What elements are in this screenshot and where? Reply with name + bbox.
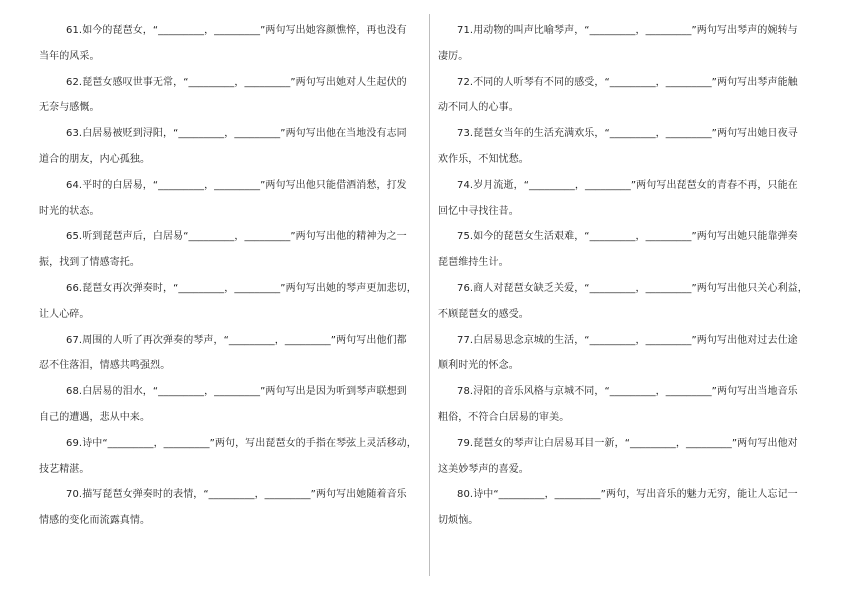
question-text-cont: 不顾琵琶女的感受。 bbox=[438, 308, 529, 320]
question-text-cont: 凄厉。 bbox=[438, 50, 469, 62]
question-text: 75.如今的琵琶女生活艰难，“_________，_________”两句写出她只能靠弹奏 bbox=[457, 231, 798, 243]
question-66 bbox=[39, 276, 424, 328]
question-text: 67.周围的人听了再次弹奏的琴声，“_________，_________”两句写出他们都 bbox=[66, 334, 407, 346]
question-text: 68.白居易的泪水，“_________，_________”两句写出是因为听到琴声联想到 bbox=[66, 386, 407, 398]
question-text-cont: 当年的风采。 bbox=[39, 50, 100, 62]
question-69 bbox=[39, 431, 424, 483]
question-text-cont: 技艺精湛。 bbox=[39, 463, 90, 475]
question-78 bbox=[438, 379, 815, 431]
question-text-cont: 粗俗，不符合白居易的审美。 bbox=[438, 411, 570, 423]
question-72 bbox=[438, 70, 815, 122]
question-text-cont: 回忆中寻找往昔。 bbox=[438, 205, 519, 217]
question-text-cont: 这美妙琴声的喜爱。 bbox=[438, 463, 529, 475]
question-text-cont: 自己的遭遇，悲从中来。 bbox=[39, 411, 151, 423]
question-67 bbox=[39, 328, 424, 380]
question-70 bbox=[39, 482, 424, 534]
question-text-cont: 时光的状态。 bbox=[39, 205, 100, 217]
question-text: 74.岁月流逝，“_________，_________”两句写出琵琶女的青春不再，只能在 bbox=[457, 179, 798, 191]
question-74 bbox=[438, 173, 815, 225]
question-text: 69.诗中“_________，_________”两句，写出琵琶女的手指在琴弦上灵活移动， bbox=[66, 437, 417, 449]
question-62 bbox=[39, 70, 424, 122]
question-text-cont: 琵琶维持生计。 bbox=[438, 257, 509, 269]
question-77 bbox=[438, 328, 815, 380]
left-column bbox=[39, 18, 424, 534]
question-text: 64.平时的白居易，“_________，_________”两句写出他只能借酒消愁，打发 bbox=[66, 179, 407, 191]
question-73 bbox=[438, 121, 815, 173]
question-text-cont: 让人心碎。 bbox=[39, 308, 90, 320]
question-text-cont: 切烦恼。 bbox=[438, 515, 479, 527]
question-text: 76.商人对琵琶女缺乏关爱，“_________，_________”两句写出他只关心利益， bbox=[457, 282, 808, 294]
question-text-cont: 无奈与感慨。 bbox=[39, 102, 100, 114]
question-text: 61.如今的琵琶女，“_________，_________”两句写出她容颜憔悴，再也没有 bbox=[66, 25, 407, 36]
question-64 bbox=[39, 173, 424, 225]
question-79 bbox=[438, 431, 815, 483]
column-divider bbox=[429, 14, 430, 576]
question-text: 79.琵琶女的琴声让白居易耳目一新，“_________，_________”两句写出他对 bbox=[457, 437, 798, 449]
question-text: 62.琵琶女感叹世事无常，“_________，_________”两句写出她对人生起伏的 bbox=[66, 76, 407, 88]
question-61 bbox=[39, 18, 424, 70]
question-text-cont: 道合的朋友，内心孤独。 bbox=[39, 153, 151, 165]
question-text-cont: 动不同人的心事。 bbox=[438, 102, 519, 114]
question-text: 70.描写琵琶女弹奏时的表情，“_________，_________”两句写出她随着音乐 bbox=[66, 489, 407, 501]
question-text-cont: 振，找到了情感寄托。 bbox=[39, 257, 140, 269]
question-text-cont: 情感的变化而流露真情。 bbox=[39, 515, 151, 527]
question-text: 71.用动物的叫声比喻琴声，“_________，_________”两句写出琴声的婉转与 bbox=[457, 25, 798, 36]
question-text: 77.白居易思念京城的生活，“_________，_________”两句写出他对过去仕途 bbox=[457, 334, 798, 346]
question-text: 80.诗中“_________，_________”两句，写出音乐的魅力无穷，能让人忘记一 bbox=[457, 489, 798, 501]
question-text: 73.琵琶女当年的生活充满欢乐，“_________，_________”两句写出她日夜寻 bbox=[457, 128, 798, 140]
question-text-cont: 顺利时光的怀念。 bbox=[438, 360, 519, 372]
question-text: 65.听到琵琶声后，白居易“_________，_________”两句写出他的精神为之一 bbox=[66, 231, 407, 243]
question-71 bbox=[438, 18, 815, 70]
question-80 bbox=[438, 482, 815, 534]
question-text: 72.不同的人听琴有不同的感受，“_________，_________”两句写出琴声能触 bbox=[457, 76, 798, 88]
question-68 bbox=[39, 379, 424, 431]
right-column bbox=[438, 18, 815, 534]
question-65 bbox=[39, 224, 424, 276]
question-text-cont: 欢作乐，不知忧愁。 bbox=[438, 153, 529, 165]
question-text: 66.琵琶女再次弹奏时，“_________，_________”两句写出她的琴声更加悲切， bbox=[66, 282, 417, 294]
question-text-cont: 忍不住落泪，情感共鸣强烈。 bbox=[39, 360, 171, 372]
question-63 bbox=[39, 121, 424, 173]
question-text: 78.浔阳的音乐风格与京城不同，“_________，_________”两句写出当地音乐 bbox=[457, 386, 798, 398]
question-text: 63.白居易被贬到浔阳，“_________，_________”两句写出他在当地没有志同 bbox=[66, 128, 407, 140]
question-75 bbox=[438, 224, 815, 276]
question-76 bbox=[438, 276, 815, 328]
